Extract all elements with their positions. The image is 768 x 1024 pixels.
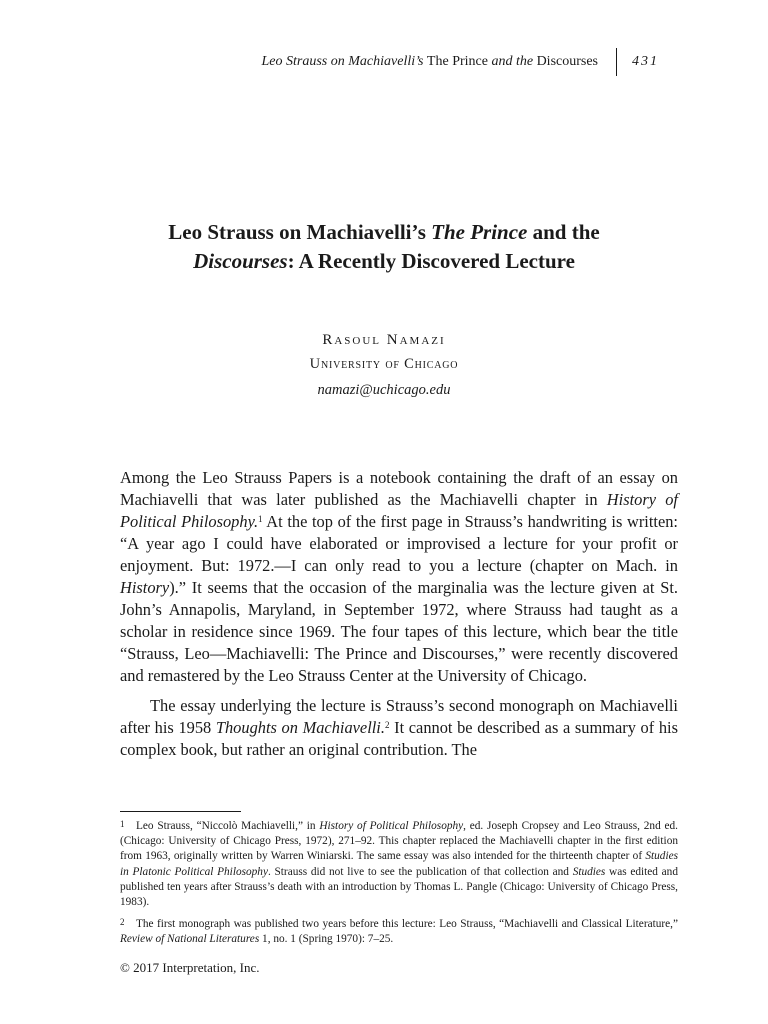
text-run-italic: History of Political Philosophy. xyxy=(120,490,678,531)
text-run: ).” It seems that the occasion of the marginalia was the lecture given at St. John’s Annapolis, Maryland, in September 1972, where Strauss had taught as a scholar in residence since 1969. The four tapes of this lecture, which bear the title “Strauss, Leo—Machiavelli: The Prince and Discourses,” were recently discovered and remastered by the Leo Strauss Center at the University of Chicago. xyxy=(120,578,678,685)
body-text xyxy=(120,467,678,769)
text-run: The essay underlying the lecture is Strauss’s second monograph on Machiavelli after his 1958 xyxy=(120,696,678,737)
running-head-text: and the xyxy=(487,54,537,69)
text-run: was edited and published ten years after Strauss’s death with an introduction by Thomas L. Pangle (Chicago: University of Chicago Press, 1983). xyxy=(120,865,678,909)
running-head-title xyxy=(262,54,598,70)
running-head-divider xyxy=(616,48,617,76)
title-text: and the xyxy=(527,220,600,244)
title-text: Leo Strauss on Machiavelli’s xyxy=(168,220,432,244)
running-head xyxy=(0,52,768,76)
author-affiliation: University of Chicago xyxy=(309,356,459,372)
title-work: Discourses xyxy=(193,249,288,273)
text-run-italic: Studies xyxy=(572,865,606,878)
text-run: , ed. Joseph Cropsey and Leo Strauss, 2nd ed. (Chicago: University of Chicago Press, 1972), 271–92. This chapter replaced the Machiavelli chapter in the first edition from 1963, originally written by Warren Winiarski. The same essay was also intended for the thirteenth chapter of xyxy=(120,820,678,863)
text-run-italic: History xyxy=(120,578,170,597)
text-run-italic: Thoughts on Machiavelli. xyxy=(215,718,385,737)
text-run: It cannot be described as a summary of his complex book, but rather an original contribution. The xyxy=(120,718,678,759)
copyright-notice: © 2017 Interpretation, Inc. xyxy=(120,960,260,975)
text-run-italic: History of Political Philosophy xyxy=(319,820,464,832)
text-run: Leo Strauss, “Niccolò Machiavelli,” in xyxy=(136,820,320,832)
text-run: The first monograph was published two years before this lecture: Leo Strauss, “Machiavelli and Classical Literature,” xyxy=(136,918,678,931)
text-run: . Strauss did not live to see the publication of that collection and xyxy=(267,865,573,878)
text-run: 1, no. 1 (Spring 1970): 7–25. xyxy=(259,933,394,946)
running-head-text: Leo Strauss on Machiavelli’s xyxy=(261,54,427,69)
page-number: 431 xyxy=(632,54,659,69)
running-head-work: Discourses xyxy=(536,54,598,69)
article-title xyxy=(100,218,668,276)
author-block xyxy=(0,332,768,399)
footnotes xyxy=(120,817,678,953)
text-run: At the top of the first page in Strauss’s handwriting is written: “A year ago I could have elaborated or improvised a lecture for your profit or enjoyment. But: 1972.—I can only read to you a lecture (chapter on Mach. in xyxy=(120,512,678,575)
footnote-number: 2 xyxy=(120,917,125,928)
footnote xyxy=(120,817,678,910)
footnote-ref[interactable]: 1 xyxy=(258,514,263,524)
text-run: Among the Leo Strauss Papers is a notebook containing the draft of an essay on Machiavelli that was later published as the Machiavelli chapter in xyxy=(120,468,678,509)
text-run-italic: Review of National Literatures xyxy=(120,933,260,946)
title-work: The Prince xyxy=(431,220,528,244)
footnote-ref[interactable]: 2 xyxy=(384,720,390,730)
footnote-divider xyxy=(120,811,241,812)
author-email: namazi@uchicago.edu xyxy=(317,382,451,398)
footnote xyxy=(120,915,678,947)
footnote-number: 1 xyxy=(120,819,125,829)
running-head-work: The Prince xyxy=(426,54,488,69)
title-text: : A Recently Discovered Lecture xyxy=(287,249,575,273)
author-name: Rasoul Namazi xyxy=(322,332,446,348)
paragraph xyxy=(120,695,678,761)
text-run-italic: Studies in Platonic Political Philosophy xyxy=(120,850,678,878)
paragraph xyxy=(120,467,678,687)
